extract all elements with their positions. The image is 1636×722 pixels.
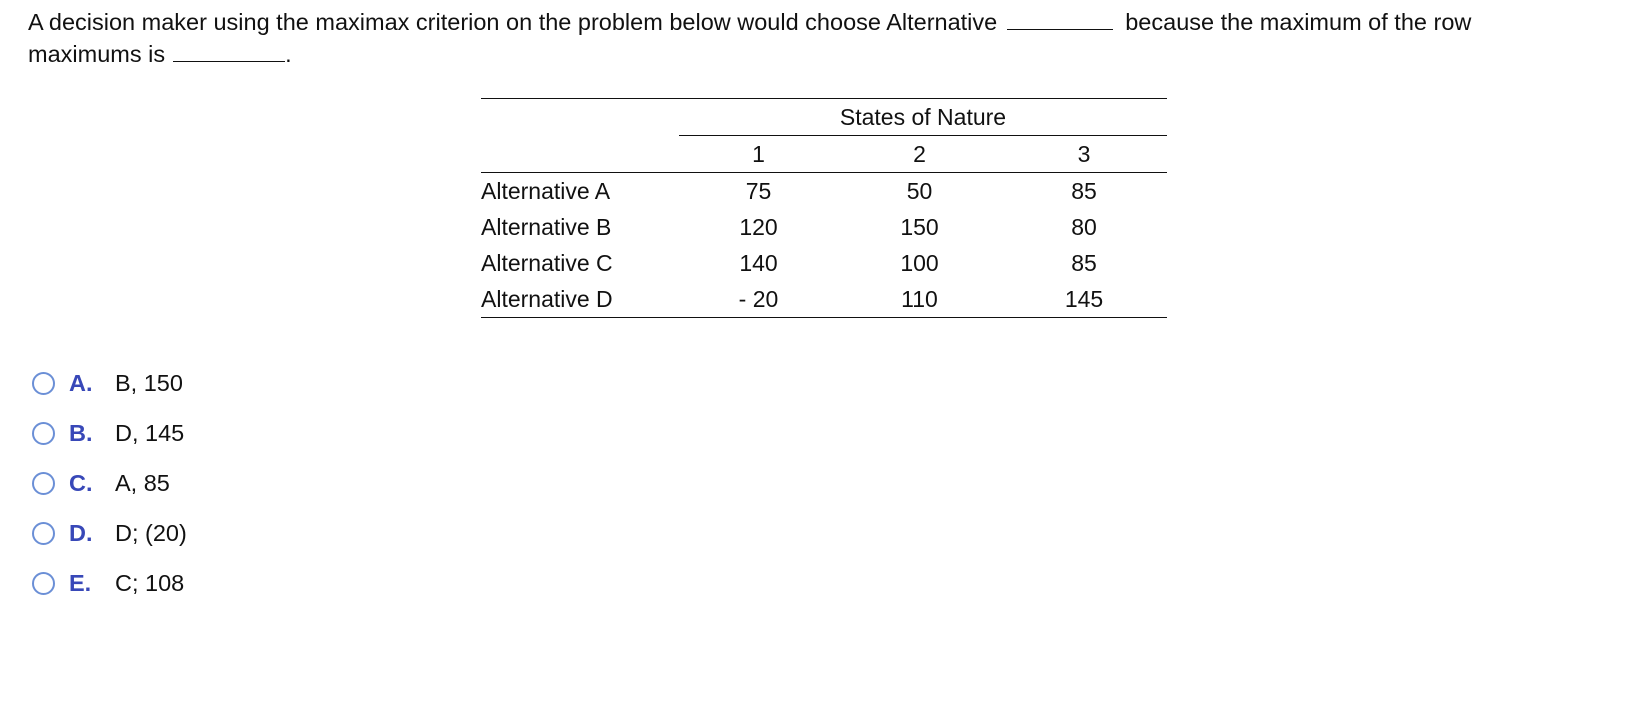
option-letter: D. bbox=[69, 519, 93, 546]
question-part-4: . bbox=[285, 41, 292, 67]
option-e[interactable] bbox=[32, 558, 187, 608]
table-row bbox=[481, 173, 1167, 210]
table-cell: 110 bbox=[838, 281, 1001, 318]
radio-button-icon[interactable] bbox=[32, 422, 55, 445]
table-cell: 50 bbox=[906, 177, 933, 204]
option-text: A, 85 bbox=[115, 469, 170, 496]
option-c[interactable] bbox=[32, 458, 187, 508]
option-b[interactable] bbox=[32, 408, 187, 458]
table-cell: 145 bbox=[1001, 281, 1167, 318]
option-letter: B. bbox=[69, 419, 93, 446]
answer-blank-alternative bbox=[1007, 7, 1113, 30]
table-header-columns-row bbox=[481, 136, 1167, 173]
question-line-1 bbox=[28, 6, 1628, 38]
table-cell: 85 bbox=[1071, 249, 1097, 276]
table-cell: 120 bbox=[739, 213, 778, 240]
radio-button-icon[interactable] bbox=[32, 472, 55, 495]
payoff-table-container bbox=[481, 98, 1167, 318]
option-letter: A. bbox=[69, 369, 93, 396]
row-label: Alternative C bbox=[481, 249, 613, 276]
question-part-3: maximums is bbox=[28, 41, 166, 67]
table-row bbox=[481, 245, 1167, 281]
option-text: D; (20) bbox=[115, 519, 187, 546]
option-d[interactable] bbox=[32, 508, 187, 558]
option-letter: E. bbox=[69, 569, 92, 596]
option-text: B, 150 bbox=[115, 369, 183, 396]
option-letter: C. bbox=[69, 469, 93, 496]
row-label: Alternative D bbox=[481, 281, 679, 318]
option-text: C; 108 bbox=[115, 569, 185, 596]
payoff-table bbox=[481, 98, 1167, 318]
table-header-col-3: 3 bbox=[1001, 136, 1167, 173]
table-header-group-row bbox=[481, 99, 1167, 136]
question-part-2: because the maximum of the row bbox=[1125, 9, 1472, 35]
table-header-label-empty bbox=[481, 136, 679, 173]
table-cell: 150 bbox=[900, 213, 939, 240]
answer-blank-maximum bbox=[173, 39, 285, 62]
table-cell: 100 bbox=[900, 249, 939, 276]
table-cell: - 20 bbox=[679, 281, 838, 318]
table-row bbox=[481, 209, 1167, 245]
table-cell: 80 bbox=[1071, 213, 1097, 240]
table-cell: 75 bbox=[745, 177, 772, 204]
table-cell: 140 bbox=[739, 249, 778, 276]
table-header-col-1: 1 bbox=[679, 136, 838, 173]
radio-button-icon[interactable] bbox=[32, 372, 55, 395]
row-label: Alternative B bbox=[481, 213, 612, 240]
option-text: D, 145 bbox=[115, 419, 185, 446]
answer-options bbox=[32, 358, 187, 608]
table-header-states-of-nature: States of Nature bbox=[679, 99, 1167, 136]
question-line-2 bbox=[28, 38, 1628, 70]
question-text bbox=[28, 6, 1628, 70]
table-cell: 85 bbox=[1071, 177, 1097, 204]
table-header-empty bbox=[481, 99, 679, 136]
row-label: Alternative A bbox=[481, 177, 611, 204]
radio-button-icon[interactable] bbox=[32, 522, 55, 545]
question-part-1: A decision maker using the maximax criterion on the problem below would choose Alternative bbox=[28, 9, 998, 35]
table-row bbox=[481, 281, 1167, 318]
radio-button-icon[interactable] bbox=[32, 572, 55, 595]
table-header-col-2: 2 bbox=[838, 136, 1001, 173]
option-a[interactable] bbox=[32, 358, 187, 408]
